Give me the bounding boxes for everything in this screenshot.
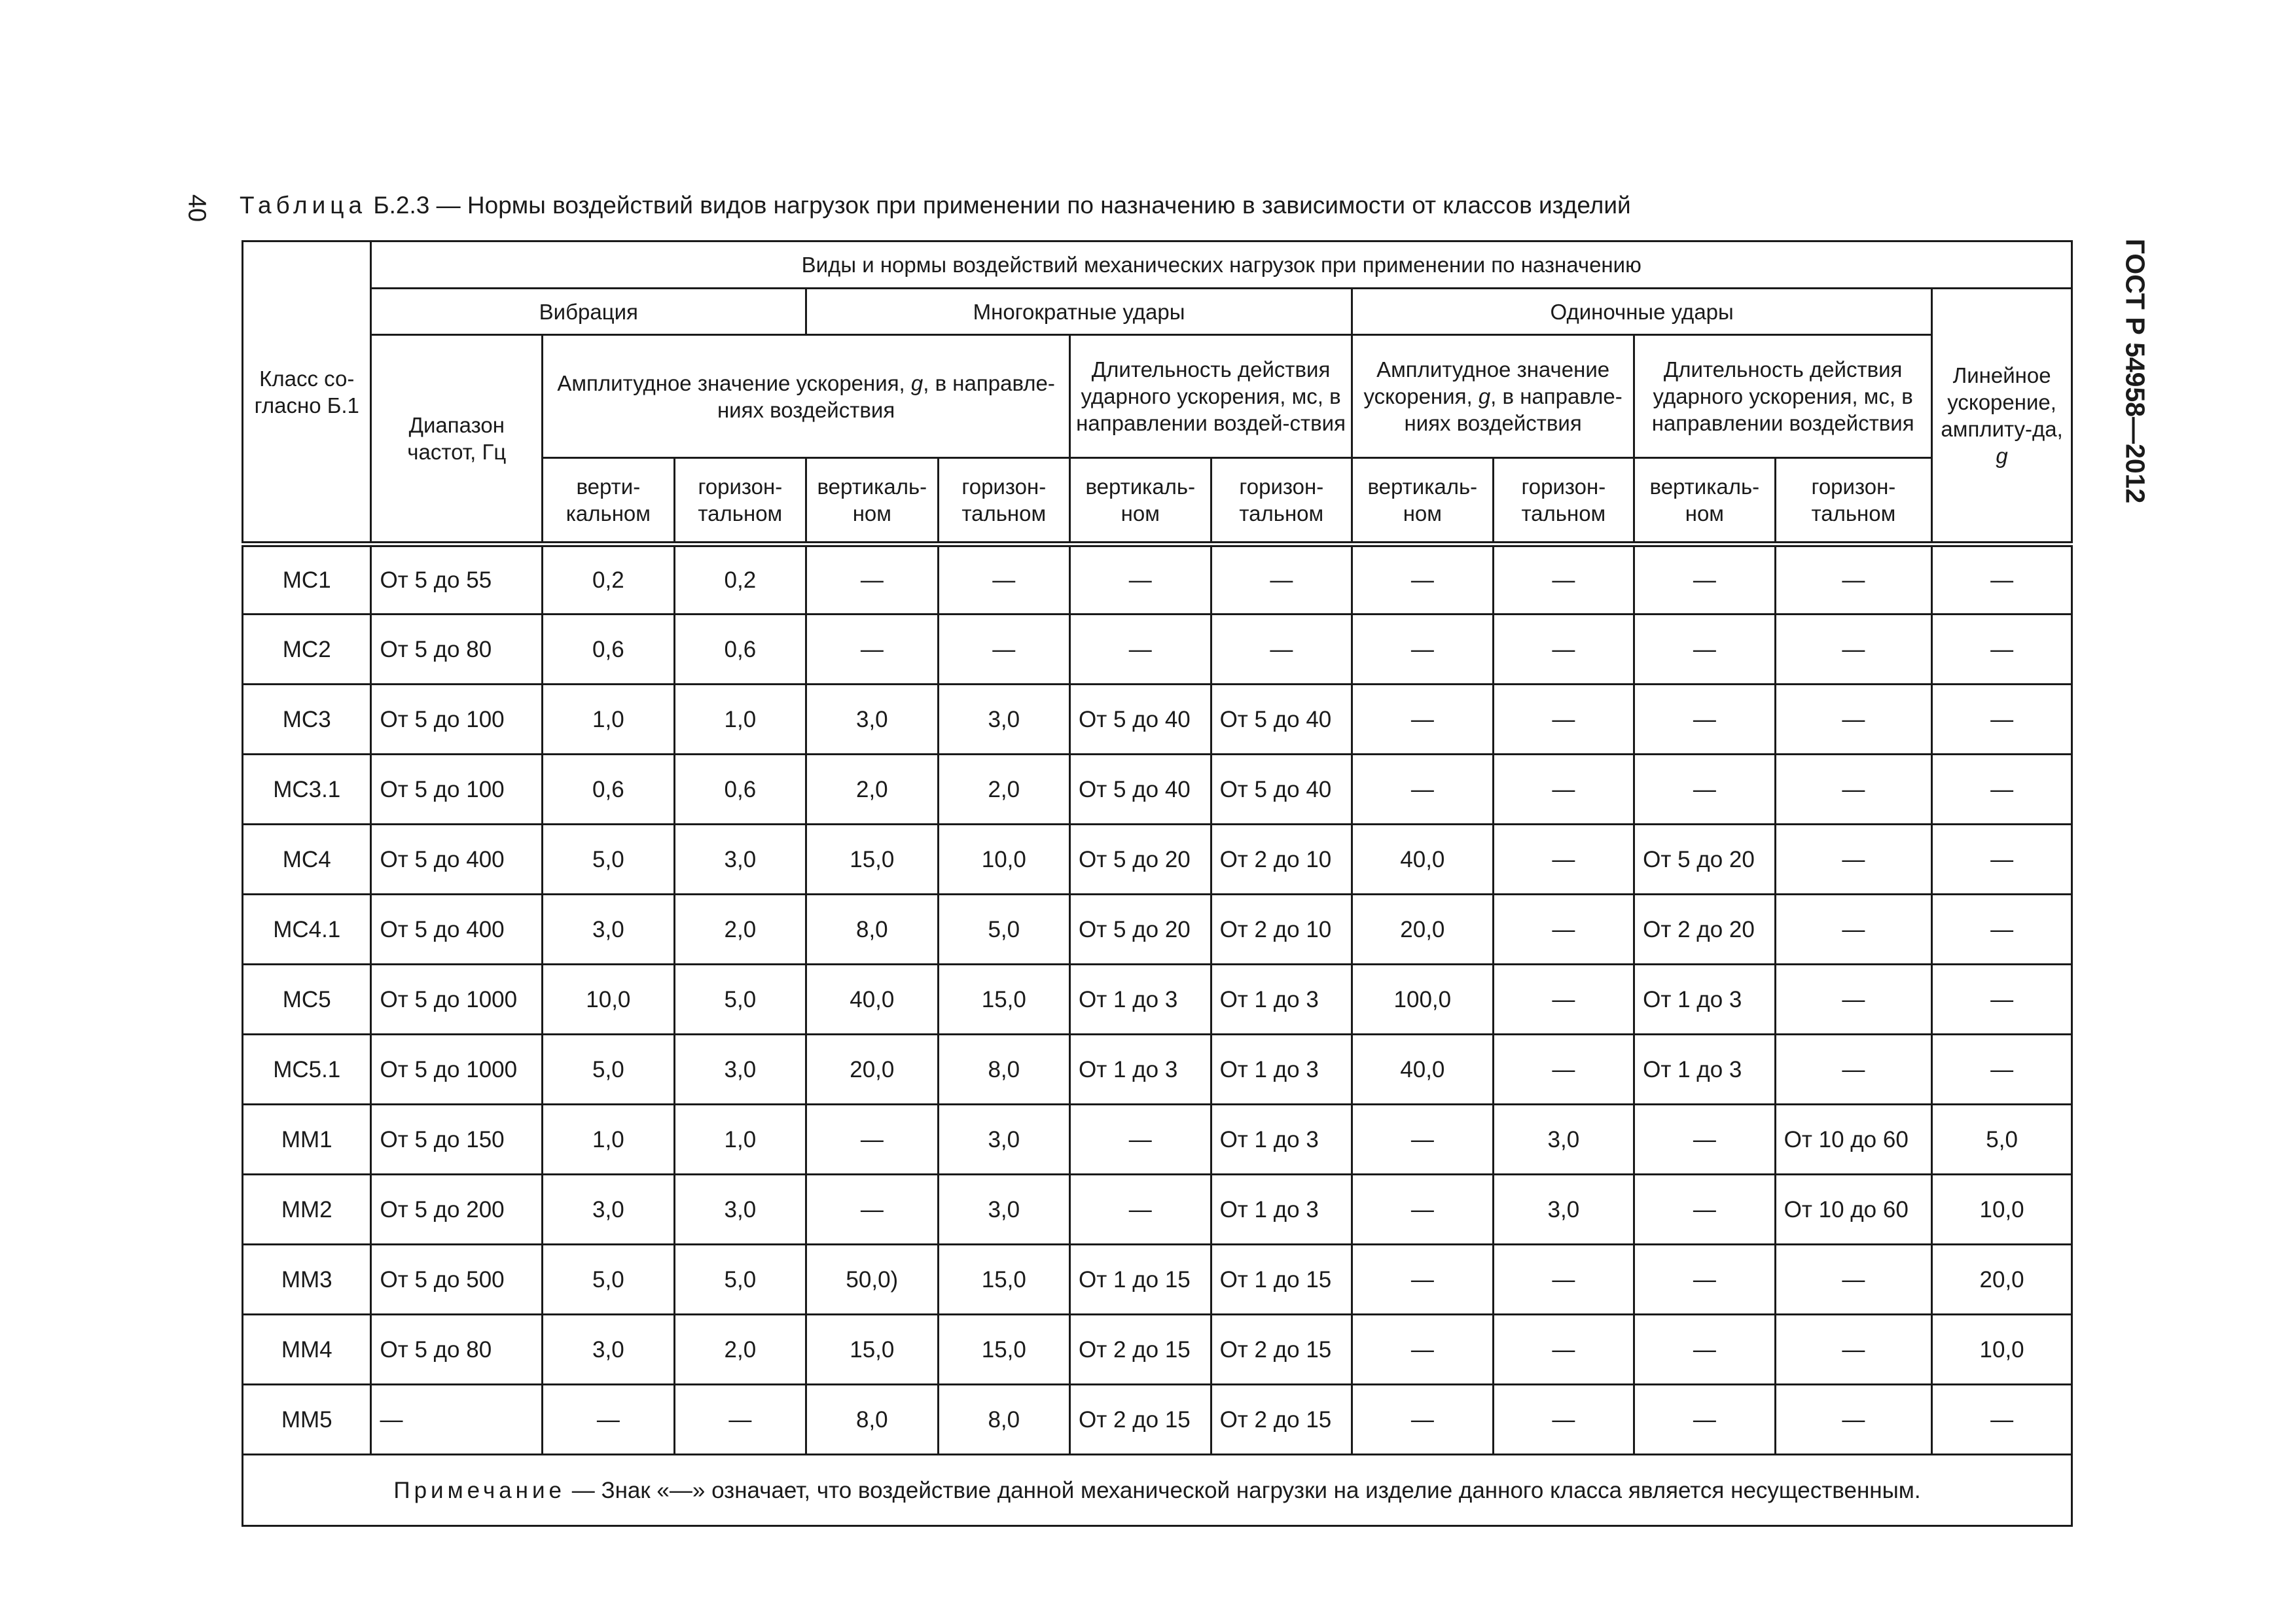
header-direction: вертикаль-ном [1070, 458, 1211, 544]
table-cell: — [1352, 615, 1494, 685]
class-cell: МС4.1 [243, 895, 371, 965]
table-cell: — [1211, 544, 1352, 615]
table-cell: — [1775, 615, 1932, 685]
table-cell: — [1634, 755, 1776, 825]
table-cell: — [1775, 1315, 1932, 1385]
table-cell: — [938, 615, 1069, 685]
table-cell: От 1 до 3 [1211, 1035, 1352, 1105]
table-cell: 10,0 [1932, 1315, 2072, 1385]
table-cell: — [1493, 615, 1634, 685]
table-cell: От 10 до 60 [1775, 1175, 1932, 1245]
table-row [243, 1315, 2072, 1385]
table-cell: От 1 до 15 [1070, 1245, 1211, 1315]
table-cell: — [1634, 1175, 1776, 1245]
table-cell: От 1 до 15 [1211, 1245, 1352, 1315]
table-cell: — [1775, 755, 1932, 825]
table-cell: — [1493, 825, 1634, 895]
table-cell: От 2 до 15 [1211, 1385, 1352, 1455]
table-cell: — [1775, 1245, 1932, 1315]
table-cell: — [1352, 544, 1494, 615]
header-direction: горизон-тальном [938, 458, 1069, 544]
table-cell: От 5 до 40 [1070, 755, 1211, 825]
table-row [243, 755, 2072, 825]
table-cell: — [1070, 615, 1211, 685]
table-cell: От 1 до 3 [1070, 965, 1211, 1035]
table-cell: От 5 до 400 [371, 895, 543, 965]
table-cell: От 1 до 3 [1211, 965, 1352, 1035]
table-cell: От 5 до 40 [1211, 685, 1352, 755]
table-cell: 3,0 [1493, 1105, 1634, 1175]
table-cell: — [1932, 544, 2072, 615]
table-cell: 8,0 [806, 1385, 938, 1455]
table-cell: — [1493, 544, 1634, 615]
table-cell: 40,0 [1352, 825, 1494, 895]
table-cell: 10,0 [543, 965, 674, 1035]
table-cell: 8,0 [938, 1035, 1069, 1105]
table-cell: 1,0 [674, 1105, 806, 1175]
table-cell: — [1352, 1175, 1494, 1245]
table-cell: От 5 до 40 [1211, 755, 1352, 825]
table-cell: — [1211, 615, 1352, 685]
table-cell: 2,0 [674, 1315, 806, 1385]
table-cell: От 2 до 20 [1634, 895, 1776, 965]
class-cell: МС2 [243, 615, 371, 685]
table-cell: От 2 до 10 [1211, 895, 1352, 965]
note-label: Примечание [393, 1477, 566, 1503]
header-direction: горизон-тальном [1211, 458, 1352, 544]
table-cell: 8,0 [806, 895, 938, 965]
header-direction: вертикаль-ном [1634, 458, 1776, 544]
table-cell: — [371, 1385, 543, 1455]
table-row [243, 1175, 2072, 1245]
table-cell: — [1932, 825, 2072, 895]
table-cell: — [1493, 965, 1634, 1035]
caption-text: Б.2.3 — Нормы воздействий видов нагрузок при применении по назначению в зависимости от классов изделий [367, 192, 1631, 219]
header-group-main: Виды и нормы воздействий механических нагрузок при применении по назначению [371, 241, 2072, 289]
table-cell: — [1352, 1105, 1494, 1175]
table-cell: — [1493, 1385, 1634, 1455]
table-cell: 2,0 [674, 895, 806, 965]
header-vibration-amplitude: Амплитудное значение ускорения, g, в направле-ниях воздействия [543, 335, 1070, 458]
table-row [243, 615, 2072, 685]
table-cell: 3,0 [938, 685, 1069, 755]
table-cell: — [1634, 1385, 1776, 1455]
table-cell: — [1634, 1105, 1776, 1175]
table-cell: — [1070, 544, 1211, 615]
table-cell: 15,0 [938, 1245, 1069, 1315]
header-direction: горизон-тальном [674, 458, 806, 544]
table-cell: От 1 до 3 [1634, 965, 1776, 1035]
class-cell: ММ2 [243, 1175, 371, 1245]
class-cell: ММ1 [243, 1105, 371, 1175]
table-cell: От 1 до 3 [1211, 1105, 1352, 1175]
table-cell: От 5 до 20 [1070, 895, 1211, 965]
table-cell: 20,0 [806, 1035, 938, 1105]
table-row [243, 825, 2072, 895]
table-cell: От 5 до 55 [371, 544, 543, 615]
table-cell: — [1493, 1315, 1634, 1385]
table-cell: — [1775, 895, 1932, 965]
table-cell: От 5 до 400 [371, 825, 543, 895]
table-cell: — [1775, 1385, 1932, 1455]
table-cell: — [674, 1385, 806, 1455]
table-cell: — [1070, 1105, 1211, 1175]
table-cell: 5,0 [543, 1245, 674, 1315]
table-cell: От 5 до 40 [1070, 685, 1211, 755]
table-cell: От 5 до 80 [371, 615, 543, 685]
table-cell: — [1493, 895, 1634, 965]
table-cell: — [1352, 1315, 1494, 1385]
table-cell: 15,0 [806, 825, 938, 895]
table-cell: — [1932, 1035, 2072, 1105]
table-cell: 3,0 [938, 1105, 1069, 1175]
class-cell: МС3 [243, 685, 371, 755]
table-cell: — [1932, 965, 2072, 1035]
table-cell: — [1493, 685, 1634, 755]
table-row [243, 685, 2072, 755]
header-direction: вертикаль-ном [1352, 458, 1494, 544]
table-cell: — [1634, 685, 1776, 755]
table-cell: От 5 до 150 [371, 1105, 543, 1175]
caption-label: Таблица [240, 192, 367, 219]
table-row [243, 895, 2072, 965]
table-cell: От 2 до 15 [1211, 1315, 1352, 1385]
table-cell: — [1775, 685, 1932, 755]
table-cell: 2,0 [806, 755, 938, 825]
table-cell: От 2 до 15 [1070, 1385, 1211, 1455]
table-cell: — [1070, 1175, 1211, 1245]
table-cell: 3,0 [938, 1175, 1069, 1245]
table-row [243, 544, 2072, 615]
table-cell: — [1352, 1385, 1494, 1455]
table-cell: — [1493, 1245, 1634, 1315]
table-cell: От 1 до 3 [1211, 1175, 1352, 1245]
table-cell: — [1352, 755, 1494, 825]
table-cell: 5,0 [674, 1245, 806, 1315]
table-cell: От 1 до 3 [1634, 1035, 1776, 1105]
table-cell: От 2 до 10 [1211, 825, 1352, 895]
header-linear-acceleration: Линейное ускорение, амплиту-да, g [1932, 289, 2072, 544]
header-multiple-shocks: Многократные удары [806, 289, 1352, 335]
table-cell: 5,0 [543, 1035, 674, 1105]
table-cell: От 5 до 200 [371, 1175, 543, 1245]
table-cell: 15,0 [938, 1315, 1069, 1385]
class-cell: МС4 [243, 825, 371, 895]
table-cell: 0,2 [674, 544, 806, 615]
header-direction: горизон-тальном [1493, 458, 1634, 544]
header-direction: верти-кальном [543, 458, 674, 544]
table-cell: — [1352, 1245, 1494, 1315]
table-cell: От 5 до 20 [1070, 825, 1211, 895]
table-cell: — [1932, 895, 2072, 965]
table-cell: 100,0 [1352, 965, 1494, 1035]
header-frequency-range: Диапазон частот, Гц [371, 335, 543, 544]
table-cell: — [1775, 1035, 1932, 1105]
header-class: Класс со-гласно Б.1 [243, 241, 371, 544]
table-cell: 15,0 [938, 965, 1069, 1035]
table-cell: 8,0 [938, 1385, 1069, 1455]
table-cell: 5,0 [938, 895, 1069, 965]
table-cell: 0,6 [674, 615, 806, 685]
table-cell: От 1 до 3 [1070, 1035, 1211, 1105]
class-cell: МС1 [243, 544, 371, 615]
table-row [243, 1035, 2072, 1105]
table-cell: — [1634, 544, 1776, 615]
class-cell: МС5.1 [243, 1035, 371, 1105]
class-cell: ММ4 [243, 1315, 371, 1385]
table-cell: — [1493, 1035, 1634, 1105]
norms-table [242, 240, 2073, 1527]
table-cell: — [543, 1385, 674, 1455]
header-single-amplitude: Амплитудное значение ускорения, g, в направле-ниях воздействия [1352, 335, 1634, 458]
table-cell: От 5 до 80 [371, 1315, 543, 1385]
table-cell: От 5 до 1000 [371, 1035, 543, 1105]
header-single-duration: Длительность действия ударного ускорения, мс, в направлении воздействия [1634, 335, 1932, 458]
table-cell: 40,0 [1352, 1035, 1494, 1105]
table-row [243, 1385, 2072, 1455]
table-cell: 0,2 [543, 544, 674, 615]
table-cell: 15,0 [806, 1315, 938, 1385]
class-cell: ММ5 [243, 1385, 371, 1455]
table-cell: — [938, 544, 1069, 615]
table-cell: 20,0 [1352, 895, 1494, 965]
header-direction: горизон-тальном [1775, 458, 1932, 544]
table-cell: 2,0 [938, 755, 1069, 825]
table-cell: — [1932, 685, 2072, 755]
table-cell: — [1775, 544, 1932, 615]
table-cell: 0,6 [674, 755, 806, 825]
table-cell: 1,0 [543, 685, 674, 755]
table-cell: — [1932, 615, 2072, 685]
table-cell: 3,0 [543, 1175, 674, 1245]
table-cell: — [1493, 755, 1634, 825]
table-cell: 20,0 [1932, 1245, 2072, 1315]
table-cell: От 5 до 100 [371, 685, 543, 755]
table-row [243, 965, 2072, 1035]
table-cell: От 5 до 100 [371, 755, 543, 825]
table-cell: От 5 до 500 [371, 1245, 543, 1315]
table-cell: От 10 до 60 [1775, 1105, 1932, 1175]
table-cell: 0,6 [543, 615, 674, 685]
table-cell: 1,0 [674, 685, 806, 755]
class-cell: МС3.1 [243, 755, 371, 825]
table-cell: — [1775, 965, 1932, 1035]
table-cell: 50,0) [806, 1245, 938, 1315]
table-cell: От 5 до 1000 [371, 965, 543, 1035]
table-cell: — [1634, 615, 1776, 685]
table-cell: — [1932, 1385, 2072, 1455]
table-cell: — [806, 1105, 938, 1175]
header-single-shocks: Одиночные удары [1352, 289, 1932, 335]
table-cell: — [806, 615, 938, 685]
header-direction: вертикаль-ном [806, 458, 938, 544]
table-cell: — [1932, 755, 2072, 825]
table-cell: 5,0 [543, 825, 674, 895]
table-cell: 10,0 [1932, 1175, 2072, 1245]
table-cell: От 2 до 15 [1070, 1315, 1211, 1385]
table-cell: 3,0 [1493, 1175, 1634, 1245]
table-cell: 3,0 [543, 1315, 674, 1385]
table-cell: 40,0 [806, 965, 938, 1035]
table-cell: — [806, 1175, 938, 1245]
table-cell: 3,0 [674, 825, 806, 895]
table-cell: — [806, 544, 938, 615]
class-cell: МС5 [243, 965, 371, 1035]
header-vibration: Вибрация [371, 289, 806, 335]
table-cell: 1,0 [543, 1105, 674, 1175]
table-cell: 5,0 [674, 965, 806, 1035]
table-cell: От 5 до 20 [1634, 825, 1776, 895]
header-multiple-duration: Длительность действия ударного ускорения, мс, в направлении воздей-ствия [1070, 335, 1352, 458]
table-cell: 3,0 [674, 1035, 806, 1105]
class-cell: ММ3 [243, 1245, 371, 1315]
table-cell: 3,0 [674, 1175, 806, 1245]
table-cell: 3,0 [543, 895, 674, 965]
table-row [243, 1105, 2072, 1175]
table-cell: — [1352, 685, 1494, 755]
table-cell: 0,6 [543, 755, 674, 825]
table-cell: — [1634, 1245, 1776, 1315]
table-cell: — [1775, 825, 1932, 895]
table-row [243, 1245, 2072, 1315]
page-number: 40 [183, 194, 211, 223]
note-text: — Знак «—» означает, что воздействие данной механической нагрузки на изделие данного класса является несущественным. [565, 1477, 1921, 1503]
table-note [243, 1455, 2072, 1526]
table-cell: — [1634, 1315, 1776, 1385]
table-cell: 3,0 [806, 685, 938, 755]
table-cell: 10,0 [938, 825, 1069, 895]
document-code: ГОСТ Р 54958—2012 [2120, 238, 2151, 504]
table-cell: 5,0 [1932, 1105, 2072, 1175]
table-caption [240, 192, 1631, 219]
